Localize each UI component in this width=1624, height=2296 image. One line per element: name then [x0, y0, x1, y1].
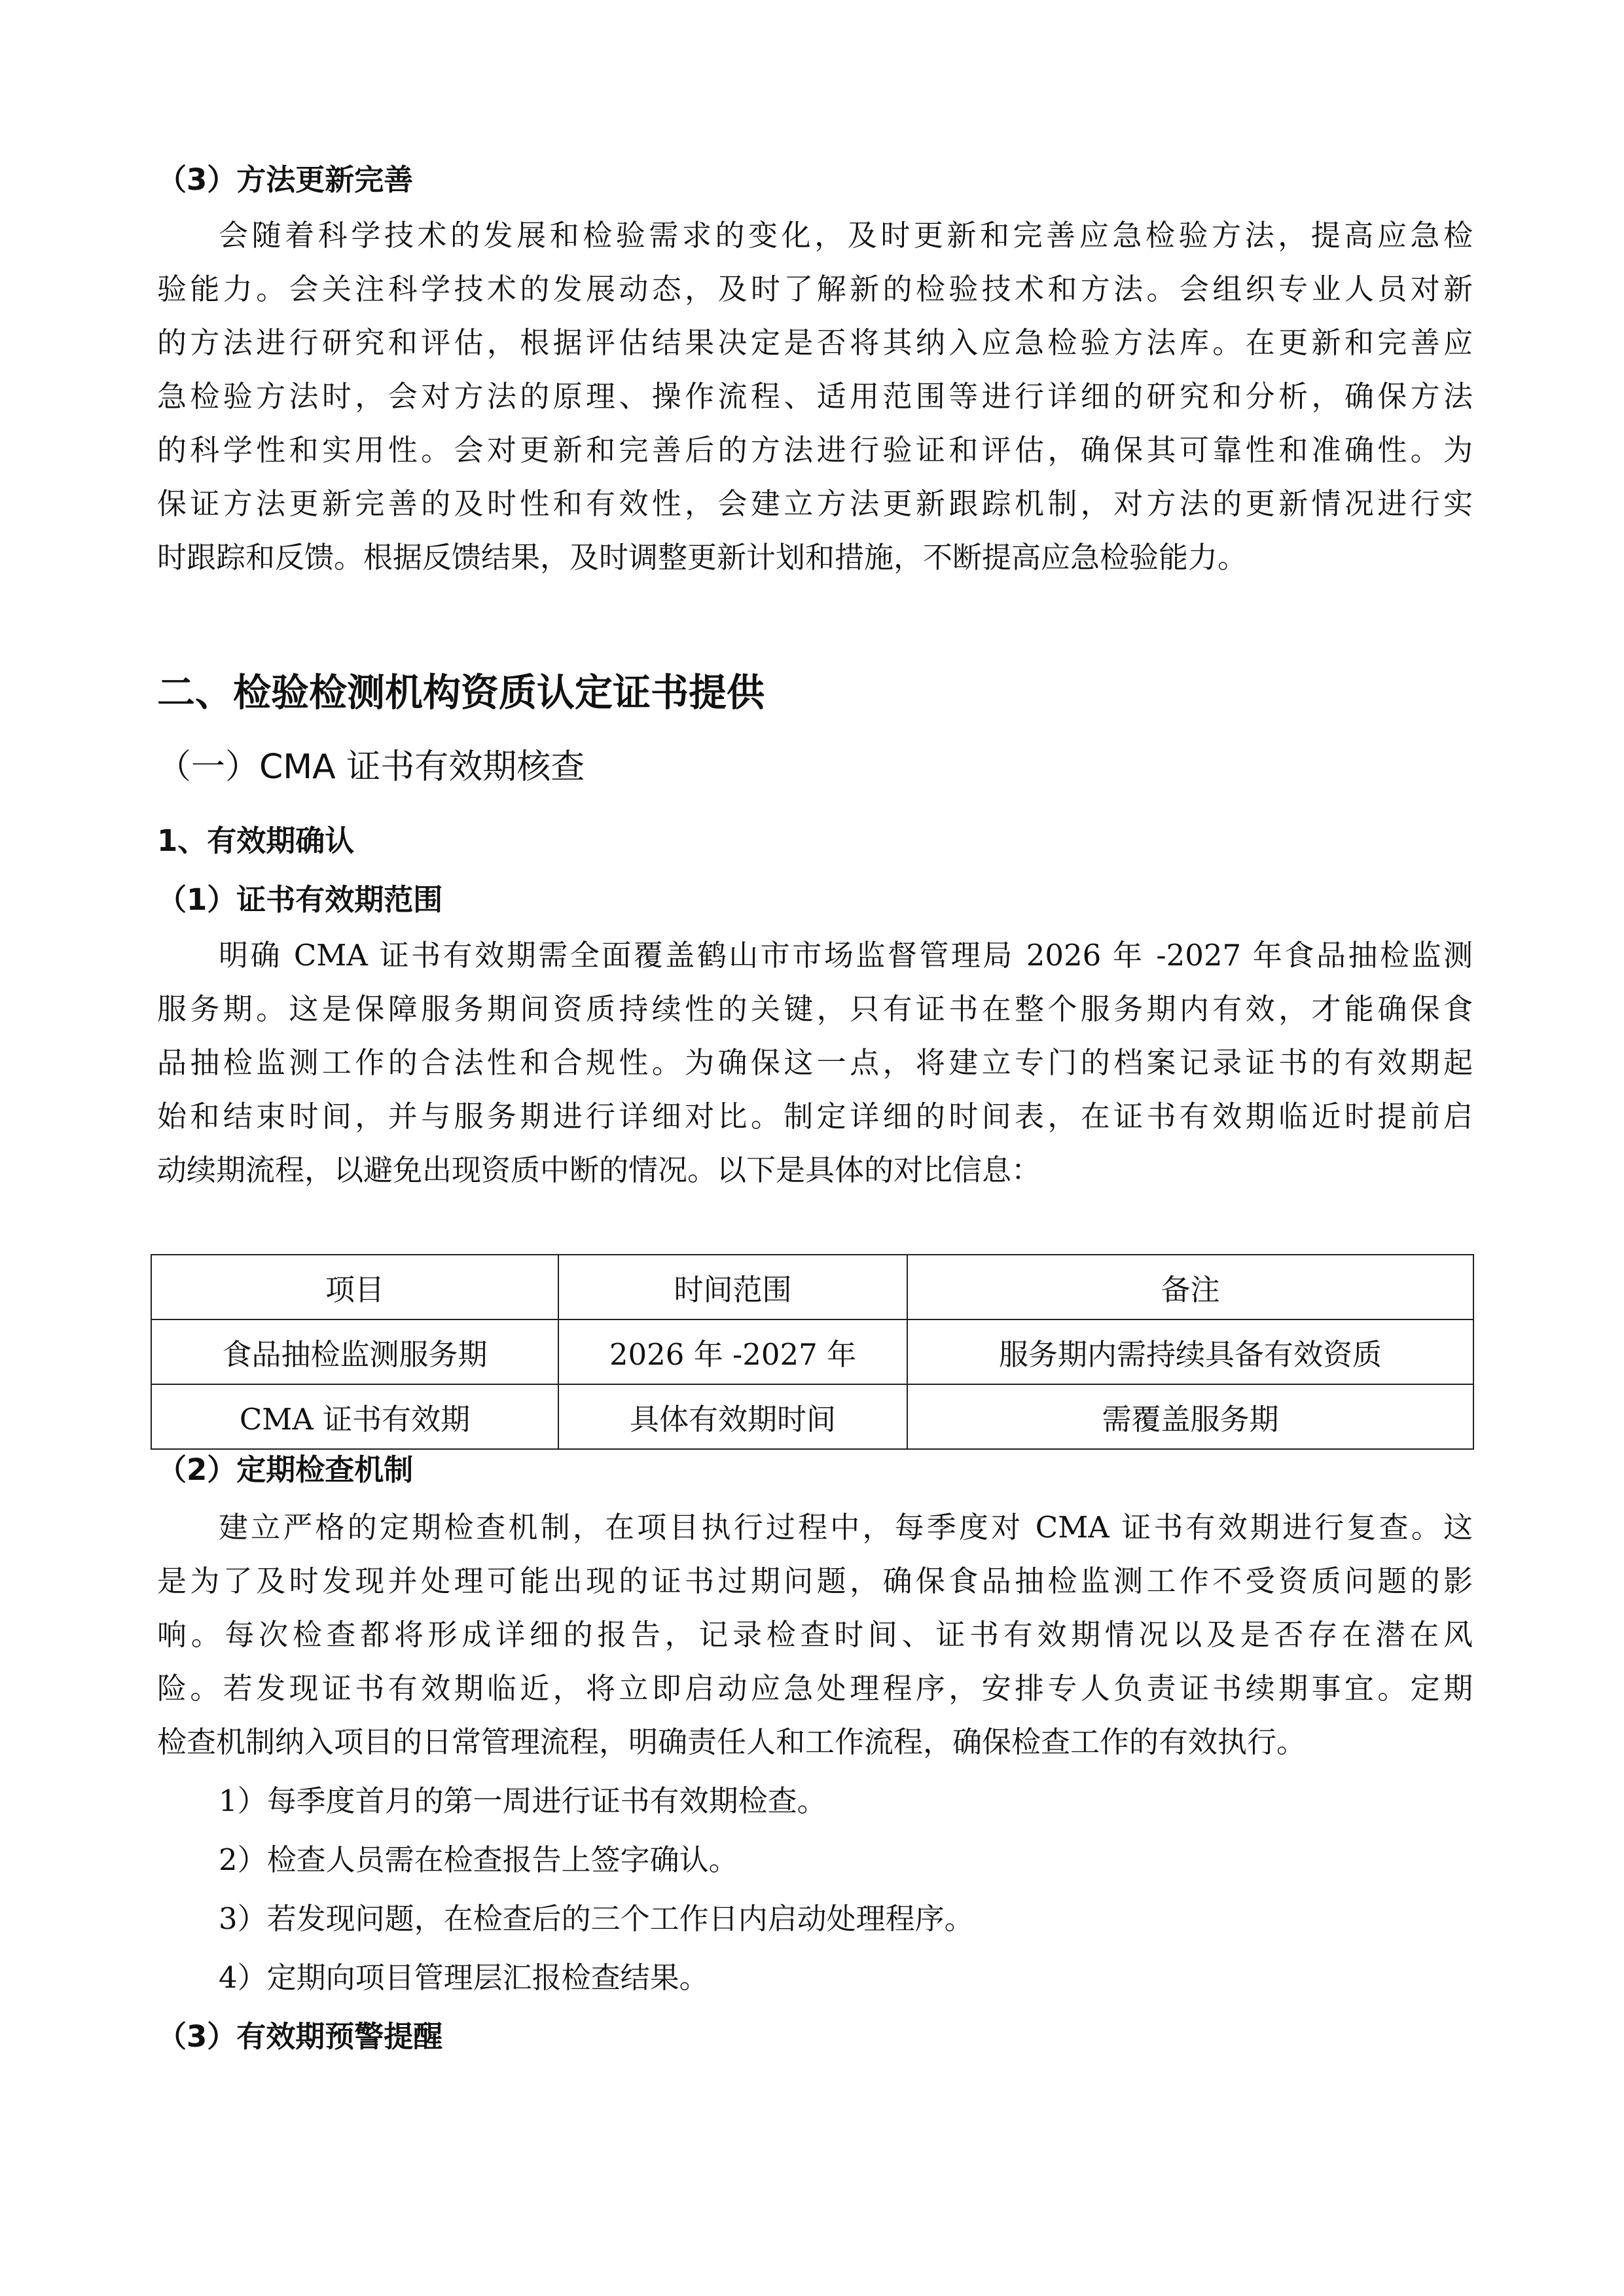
table-row	[151, 1319, 1473, 1384]
table-cell: 服务期内需持续具备有效资质	[907, 1319, 1473, 1384]
paragraph-line: 时跟踪和反馈。根据反馈结果，及时调整更新计划和措施，不断提高应急检验能力。	[157, 540, 1248, 575]
section-heading-method-update: （3）方法更新完善	[157, 162, 414, 197]
paragraph-line: 保证方法更新完善的及时性和有效性，会建立方法更新跟踪机制，对方法的更新情况进行实	[157, 486, 1473, 521]
list-item: 4）定期向项目管理层汇报检查结果。	[219, 1960, 709, 1995]
table-cell: 具体有效期时间	[558, 1384, 907, 1449]
chapter-heading: 二、检验检测机构资质认定证书提供	[157, 670, 765, 715]
paragraph-line: 急检验方法时，会对方法的原理、操作流程、适用范围等进行详细的研究和分析，确保方法	[157, 379, 1473, 414]
paragraph-line: 的科学性和实用性。会对更新和完善后的方法进行验证和评估，确保其可靠性和准确性。为	[157, 433, 1473, 467]
table-cell: 食品抽检监测服务期	[151, 1319, 558, 1384]
subheading-validity-confirm: 1、有效期确认	[157, 823, 355, 858]
paragraph-line: 是为了及时发现并处理可能出现的证书过期问题，确保食品抽检监测工作不受资质问题的影	[157, 1564, 1473, 1598]
paragraph-line: 建立严格的定期检查机制，在项目执行过程中，每季度对 CMA 证书有效期进行复查。这	[219, 1510, 1473, 1545]
paragraph-line: 响。每次检查都将形成详细的报告，记录检查时间、证书有效期情况以及是否存在潜在风	[157, 1617, 1473, 1652]
table-row	[151, 1384, 1473, 1449]
paragraph-line: 明确 CMA 证书有效期需全面覆盖鹤山市市场监督管理局 2026 年 -2027 年食品抽检监测	[219, 938, 1473, 973]
paragraph-line: 始和结束时间，并与服务期进行详细对比。制定详细的时间表，在证书有效期临近时提前启	[157, 1099, 1473, 1134]
paragraph-line: 的方法进行研究和评估，根据评估结果决定是否将其纳入应急检验方法库。在更新和完善应	[157, 325, 1473, 360]
paragraph-line: 检查机制纳入项目的日常管理流程，明确责任人和工作流程，确保检查工作的有效执行。	[157, 1725, 1307, 1759]
list-item: 1）每季度首月的第一周进行证书有效期检查。	[219, 1784, 827, 1818]
table-cell: CMA 证书有效期	[151, 1384, 558, 1449]
table-header-cell: 项目	[151, 1255, 558, 1319]
table-header-cell: 备注	[907, 1255, 1473, 1319]
item-heading-periodic-check: （2）定期检查机制	[157, 1452, 414, 1487]
paragraph-line: 验能力。会关注科学技术的发展动态，及时了解新的检验技术和方法。会组织专业人员对新	[157, 272, 1473, 306]
item-heading-validity-range: （1）证书有效期范围	[157, 882, 443, 917]
table-header-cell: 时间范围	[558, 1255, 907, 1319]
section-heading-cma: （一）CMA 证书有效期核查	[157, 747, 585, 787]
paragraph-line: 品抽检监测工作的合法性和合规性。为确保这一点，将建立专门的档案记录证书的有效期起	[157, 1045, 1473, 1080]
paragraph-line: 服务期。这是保障服务期间资质持续性的关键，只有证书在整个服务期内有效，才能确保食	[157, 992, 1473, 1026]
table-cell: 需覆盖服务期	[907, 1384, 1473, 1449]
list-item: 2）检查人员需在检查报告上签字确认。	[219, 1842, 738, 1877]
paragraph-line: 险。若发现证书有效期临近，将立即启动应急处理程序，安排专人负责证书续期事宜。定期	[157, 1671, 1473, 1706]
paragraph-line: 会随着科学技术的发展和检验需求的变化，及时更新和完善应急检验方法，提高应急检	[219, 218, 1473, 253]
table-header-row	[151, 1255, 1473, 1319]
table-cell: 2026 年 -2027 年	[558, 1319, 907, 1384]
list-item: 3）若发现问题，在检查后的三个工作日内启动处理程序。	[219, 1901, 974, 1936]
item-heading-expiry-warning: （3）有效期预警提醒	[157, 2019, 443, 2054]
comparison-table	[151, 1254, 1474, 1450]
paragraph-line: 动续期流程，以避免出现资质中断的情况。以下是具体的对比信息：	[157, 1153, 1041, 1187]
